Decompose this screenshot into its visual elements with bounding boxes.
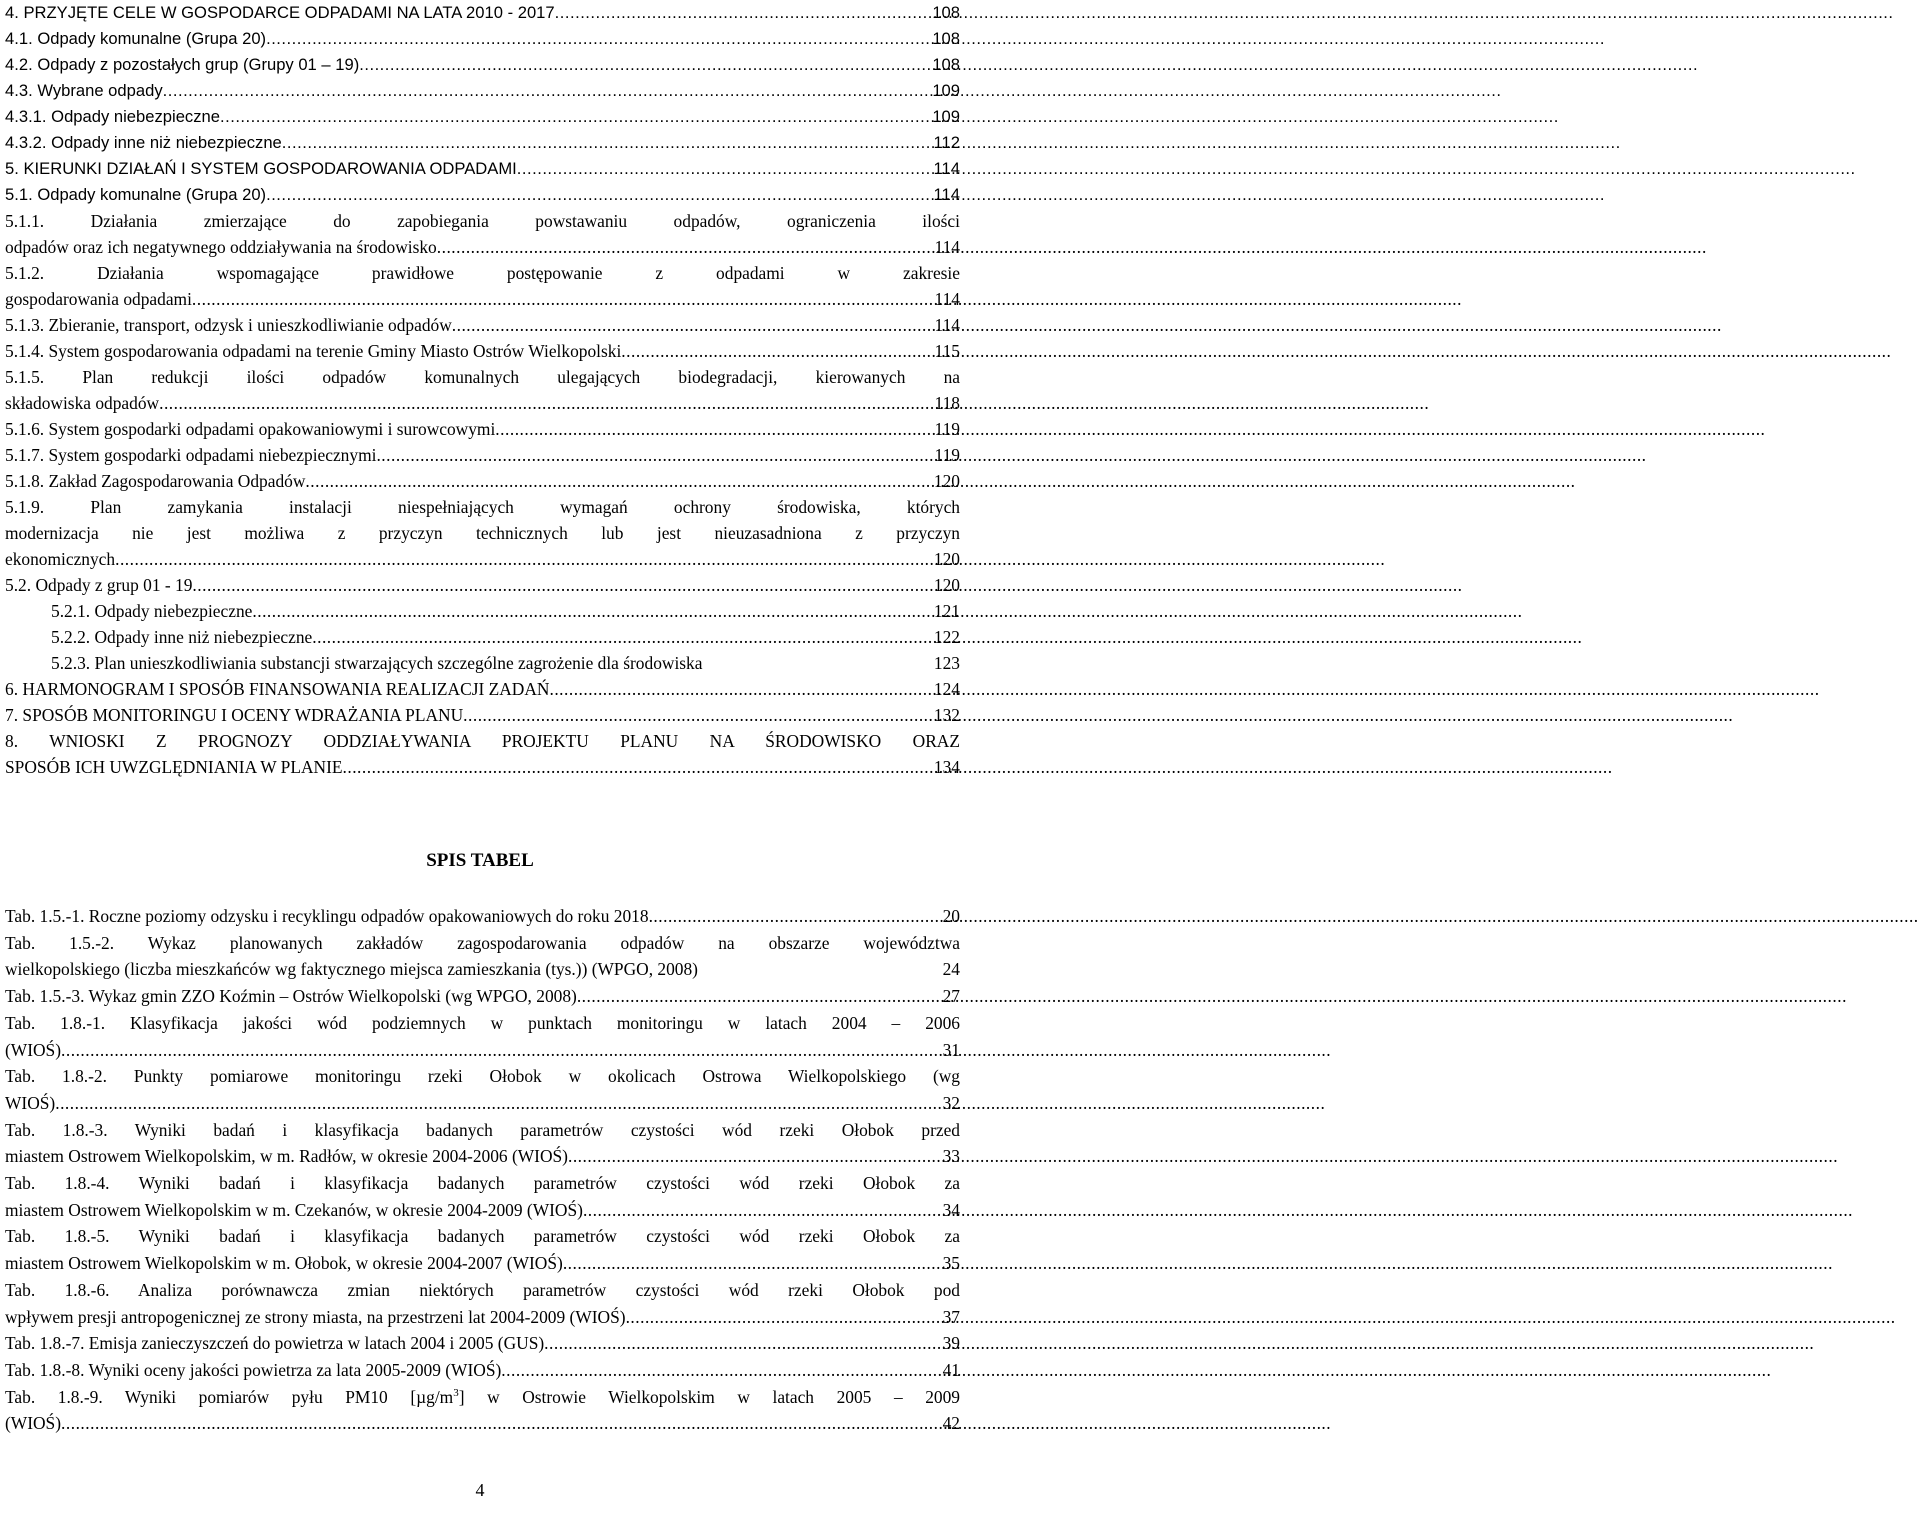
toc-line: [5, 156, 960, 182]
entry-number: 5.2.3.: [51, 653, 91, 673]
entry-text: [5, 983, 577, 1010]
toc-line: [5, 416, 960, 442]
toc-line: [5, 1090, 960, 1117]
list-of-tables: [5, 903, 960, 1437]
toc-entry: [5, 468, 960, 494]
entry-number: 5.2.2.: [51, 627, 91, 647]
table-line: [5, 1063, 960, 1090]
dot-leader: [159, 390, 933, 416]
entry-page: 132: [933, 705, 960, 725]
entry-text: Odpady komunalne (Grupa 20): [37, 29, 267, 48]
entry-number: 6.: [5, 679, 19, 699]
entry-text: składowiska odpadów: [5, 393, 160, 413]
entry-page: 119: [934, 445, 960, 465]
entry-text: [5, 156, 517, 182]
toc-entry: [5, 728, 960, 780]
entry-page: 108: [932, 3, 960, 22]
entry-page: 120: [933, 549, 960, 569]
entry-page: 123: [933, 653, 960, 673]
entry-text: ekonomicznych: [5, 549, 116, 569]
entry-page: 115: [934, 341, 960, 361]
entry-page: 24: [942, 959, 960, 980]
entry-number: 5.1.7.: [5, 445, 45, 465]
entry-page: 112: [933, 133, 960, 152]
entry-number: 5.1.9.: [5, 497, 45, 517]
entry-text: System gospodarki odpadami niebezpiecznymi: [48, 445, 377, 465]
dot-leader: [266, 182, 932, 208]
toc-line: [5, 0, 960, 26]
entry-number: 4.3.2.: [5, 133, 47, 152]
entry-text: [5, 1330, 544, 1357]
table-line: [5, 1277, 960, 1304]
entry-text: Odpady niebezpieczne: [51, 107, 220, 126]
entry-text: (WIOŚ): [5, 1413, 62, 1434]
entry-text: Tab. 1.5.-1. Roczne poziomy odzysku i recyklingu odpadów opakowaniowych do roku 2018: [5, 906, 649, 926]
entry-text: wpływem presji antropogenicznej ze strony miasta, na przestrzeni lat 2004-2009 (WIOŚ): [5, 1306, 626, 1327]
entry-text: System gospodarki odpadami opakowaniowymi i surowcowymi: [48, 419, 496, 439]
entry-page: 121: [933, 601, 960, 621]
table-entry: [5, 983, 960, 1010]
toc-line: [5, 983, 960, 1010]
toc-line: [5, 956, 960, 983]
entry-text: Tab. 1.5.-3. Wykaz gmin ZZO Koźmin – Ostrów Wielkopolski (wg WPGO, 2008): [5, 986, 577, 1007]
dot-leader: [495, 416, 933, 442]
entry-number: 4.: [5, 3, 19, 22]
toc-line: [5, 390, 960, 416]
toc-entry: [5, 104, 960, 130]
dot-leader: [220, 104, 931, 130]
toc-line: [5, 1143, 960, 1170]
entry-text: Działania zmierzające do zapobiegania powstawaniu odpadów, ograniczenia ilości: [90, 211, 960, 231]
toc-line: [5, 702, 960, 728]
toc-entry: [5, 572, 960, 598]
entry-text: System gospodarowania odpadami na terenie Gminy Miasto Ostrów Wielkopolski: [48, 341, 622, 361]
dot-leader: [305, 468, 932, 494]
entry-text: SPOSÓB ICH UWZGLĘDNIANIA W PLANIE: [5, 757, 343, 777]
dot-leader: [163, 78, 932, 104]
superscript: 3: [453, 1386, 459, 1399]
entry-number: 4.2.: [5, 55, 33, 74]
entry-page: 114: [934, 237, 960, 257]
toc-line: [5, 650, 960, 676]
table-of-contents: [5, 0, 960, 780]
toc-entry: [5, 260, 960, 312]
toc-entry: [5, 442, 960, 468]
entry-text: miastem Ostrowem Wielkopolskim w m. Czekanów, w okresie 2004-2009 (WIOŚ): [5, 1199, 583, 1220]
entry-page: 114: [933, 185, 960, 204]
entry-text: Tab. 1.5.-2. Wykaz planowanych zakładów zagospodarowania odpadów na obszarze województwa: [5, 932, 960, 953]
toc-entry: [5, 650, 960, 676]
entry-text: SPOSÓB MONITORINGU I OCENY WDRAŻANIA PLANU: [22, 705, 464, 725]
dot-leader: [463, 702, 933, 728]
entry-text: Odpady komunalne (Grupa 20): [37, 185, 267, 204]
entry-text: [5, 130, 282, 156]
entry-text: [5, 52, 359, 78]
dot-leader: [549, 676, 932, 702]
toc-entry: [5, 624, 960, 650]
entry-number: 4.3.: [5, 81, 33, 100]
toc-line: [5, 546, 960, 572]
entry-text: [5, 26, 266, 52]
entry-page: 114: [933, 159, 960, 178]
entry-text: Plan unieszkodliwiania substancji stwarzających szczególne zagrożenie dla środowiska: [94, 653, 703, 673]
toc-line: [5, 903, 960, 930]
toc-line: [5, 312, 960, 338]
entry-text: ] w Ostrowie Wielkopolskim w latach 2005 – 2009: [458, 1386, 960, 1407]
entry-text: [51, 624, 312, 650]
toc-line: [5, 468, 960, 494]
entry-page: 20: [942, 906, 960, 926]
table-line: [5, 1223, 960, 1250]
toc-entry: [5, 312, 960, 338]
toc-line: [5, 728, 960, 754]
entry-number: 5.1.2.: [5, 263, 45, 283]
dot-leader: [359, 52, 931, 78]
toc-line: [5, 182, 960, 208]
entry-text: Odpady inne niż niebezpieczne: [51, 133, 282, 152]
toc-line: [5, 26, 960, 52]
entry-page: 108: [932, 55, 960, 74]
entry-text: Tab. 1.8.-5. Wyniki badań i klasyfikacja badanych parametrów czystości wód rzeki Ołobok za: [5, 1226, 960, 1247]
toc-line: [5, 208, 960, 234]
dot-leader: [252, 598, 933, 624]
entry-page: 39: [942, 1333, 960, 1354]
entry-text: [5, 338, 621, 364]
entry-page: 118: [934, 393, 960, 413]
dot-leader: [61, 1410, 942, 1437]
entry-number: 4.1.: [5, 29, 33, 48]
dot-leader: [343, 754, 933, 780]
entry-page: 33: [942, 1146, 960, 1167]
entry-text: miastem Ostrowem Wielkopolskim, w m. Radłów, w okresie 2004-2006 (WIOŚ): [5, 1146, 568, 1167]
table-entry: [5, 1330, 960, 1357]
entry-text: [5, 104, 220, 130]
entry-page: 35: [942, 1253, 960, 1274]
toc-entry: [5, 338, 960, 364]
toc-line: [5, 1197, 960, 1224]
dot-leader: [266, 26, 931, 52]
toc-line: [5, 1304, 960, 1331]
table-entry: [5, 1170, 960, 1223]
dot-leader: [568, 1143, 942, 1170]
toc-line: [5, 130, 960, 156]
entry-text: modernizacja nie jest możliwa z przyczyn technicznych lub jest nieuzasadniona z przyczyn: [5, 523, 960, 543]
entry-text: Odpady z grup 01 - 19: [35, 575, 193, 595]
dot-leader: [437, 234, 934, 260]
entry-text: Tab. 1.8.-7. Emisja zanieczyszczeń do powietrza w latach 2004 i 2005 (GUS): [5, 1333, 545, 1354]
tables-heading: SPIS TABEL: [426, 850, 534, 871]
entry-text: Zakład Zagospodarowania Odpadów: [48, 471, 306, 491]
entry-page: 120: [933, 471, 960, 491]
entry-text: PRZYJĘTE CELE W GOSPODARCE ODPADAMI NA LATA 2010 - 2017: [23, 3, 555, 22]
table-entry: [5, 1384, 960, 1437]
entry-text: Plan redukcji ilości odpadów komunalnych ulegających biodegradacji, kierowanych na: [82, 367, 960, 387]
entry-page: 134: [933, 757, 960, 777]
toc-line: [5, 1250, 960, 1277]
entry-number: 5.1.: [5, 185, 33, 204]
entry-text: Tab. 1.8.-6. Analiza porównawcza zmian niektórych parametrów czystości wód rzeki Ołobok pod: [5, 1279, 960, 1300]
entry-page: 109: [932, 81, 960, 100]
entry-number: 5.2.1.: [51, 601, 91, 621]
entry-page: 41: [942, 1359, 960, 1380]
entry-number: 4.3.1.: [5, 107, 47, 126]
dot-leader: [192, 286, 934, 312]
toc-entry: [5, 26, 960, 52]
entry-text: Tab. 1.8.-3. Wyniki badań i klasyfikacja badanych parametrów czystości wód rzeki Ołobok przed: [5, 1119, 960, 1140]
entry-number: 5.1.6.: [5, 419, 45, 439]
dot-leader: [282, 130, 933, 156]
entry-text: [51, 650, 702, 676]
toc-entry: [5, 182, 960, 208]
dot-leader: [192, 572, 932, 598]
entry-text: [5, 416, 495, 442]
entry-text: WNIOSKI Z PROGNOZY ODDZIAŁYWANIA PROJEKTU PLANU NA ŚRODOWISKO ORAZ: [49, 731, 960, 751]
entry-number: 5.1.8.: [5, 471, 45, 491]
toc-line: [5, 442, 960, 468]
toc-line: [5, 260, 960, 286]
entry-text: wielkopolskiego (liczba mieszkańców wg faktycznego miejsca zamieszkania (tys.)) (WPGO, 2008): [5, 959, 698, 980]
table-entry: [5, 1117, 960, 1170]
dot-leader: [649, 903, 942, 930]
entry-page: 34: [942, 1199, 960, 1220]
entry-text: [5, 572, 192, 598]
entry-number: 5.1.4.: [5, 341, 45, 361]
toc-line: [5, 338, 960, 364]
entry-text: Tab. 1.8.-9. Wyniki pomiarów pyłu PM10 [µg/m: [5, 1386, 454, 1407]
page-number: 4: [475, 1480, 485, 1500]
entry-text: HARMONOGRAM I SPOSÓB FINANSOWANIA REALIZACJI ZADAŃ: [22, 679, 550, 699]
entry-text: Tab. 1.8.-1. Klasyfikacja jakości wód podziemnych w punktach monitoringu w latach 2004 – 2006: [5, 1012, 960, 1033]
dot-leader: [517, 156, 933, 182]
toc-entry: [5, 416, 960, 442]
toc-entry: [5, 676, 960, 702]
entry-text: [5, 676, 549, 702]
entry-page: 42: [942, 1413, 960, 1434]
dot-leader: [501, 1357, 941, 1384]
dot-leader: [621, 338, 933, 364]
dot-leader: [376, 442, 933, 468]
toc-line: [5, 52, 960, 78]
toc-line: [5, 286, 960, 312]
toc-line: [5, 520, 960, 546]
toc-entry: [5, 78, 960, 104]
entry-page: 27: [942, 986, 960, 1007]
entry-text: [5, 1357, 501, 1384]
entry-number: 5.1.1.: [5, 211, 45, 231]
toc-entry: [5, 702, 960, 728]
entry-text: [5, 0, 555, 26]
toc-line: [5, 78, 960, 104]
table-entry: [5, 1277, 960, 1330]
toc-line: [5, 754, 960, 780]
entry-text: [5, 903, 649, 930]
entry-page: 119: [934, 419, 960, 439]
dot-leader: [577, 983, 942, 1010]
dot-leader: [55, 1090, 941, 1117]
table-line: [5, 930, 960, 957]
entry-number: 5.: [5, 159, 19, 178]
entry-text: Działania wspomagające prawidłowe postępowanie z odpadami w zakresie: [97, 263, 960, 283]
entry-page: 108: [932, 29, 960, 48]
table-entry: [5, 930, 960, 983]
table-line: [5, 1117, 960, 1144]
entry-text: [5, 468, 305, 494]
entry-text: [5, 78, 163, 104]
entry-text: [51, 598, 252, 624]
toc-entry: [5, 0, 960, 26]
toc-line: [5, 624, 960, 650]
dot-leader: [544, 1330, 941, 1357]
toc-line: [5, 1330, 960, 1357]
entry-text: (WIOŚ): [5, 1039, 62, 1060]
table-line: [5, 1170, 960, 1197]
dot-leader: [115, 546, 933, 572]
entry-page: 109: [932, 107, 960, 126]
entry-text: Odpady inne niż niebezpieczne: [94, 627, 313, 647]
dot-leader: [312, 624, 933, 650]
table-entry: [5, 1357, 960, 1384]
toc-line: [5, 1037, 960, 1064]
table-entry: [5, 903, 960, 930]
entry-number: 5.1.5.: [5, 367, 45, 387]
entry-number: 8.: [5, 731, 19, 751]
toc-line: [5, 572, 960, 598]
entry-text: Odpady niebezpieczne: [94, 601, 253, 621]
toc-line: [5, 676, 960, 702]
entry-text: [5, 182, 266, 208]
toc-line: [5, 494, 960, 520]
table-entry: [5, 1063, 960, 1116]
toc-line: [5, 598, 960, 624]
dot-leader: [563, 1250, 942, 1277]
dot-leader: [61, 1037, 942, 1064]
toc-entry: [5, 364, 960, 416]
toc-entry: [5, 130, 960, 156]
entry-text: [5, 702, 463, 728]
entry-text: miastem Ostrowem Wielkopolskim w m. Ołobok, w okresie 2004-2007 (WIOŚ): [5, 1253, 563, 1274]
entry-number: 5.2.: [5, 575, 32, 595]
entry-page: 114: [934, 315, 960, 335]
dot-leader: [626, 1304, 942, 1331]
toc-entry: [5, 494, 960, 572]
entry-text: KIERUNKI DZIAŁAŃ I SYSTEM GOSPODAROWANIA ODPADAMI: [23, 159, 517, 178]
entry-page: 32: [942, 1092, 960, 1113]
entry-text: [5, 442, 376, 468]
entry-text: Plan zamykania instalacji niespełniających wymagań ochrony środowiska, których: [90, 497, 960, 517]
toc-entry: [5, 52, 960, 78]
entry-page: 124: [933, 679, 960, 699]
toc-entry: [5, 598, 960, 624]
toc-line: [5, 1357, 960, 1384]
entry-text: [5, 312, 452, 338]
entry-text: Odpady z pozostałych grup (Grupy 01 – 19): [37, 55, 360, 74]
entry-text: odpadów oraz ich negatywnego oddziaływania na środowisko: [5, 237, 437, 257]
dot-leader: [555, 0, 932, 26]
toc-line: [5, 104, 960, 130]
table-line: [5, 1384, 960, 1411]
entry-page: 114: [934, 289, 960, 309]
entry-text: gospodarowania odpadami: [5, 289, 192, 309]
entry-page: 37: [942, 1306, 960, 1327]
toc-line: [5, 364, 960, 390]
toc-entry: [5, 208, 960, 260]
entry-text: Tab. 1.8.-2. Punkty pomiarowe monitoringu rzeki Ołobok w okolicach Ostrowa Wielkopolskiego (wg: [5, 1066, 960, 1087]
entry-text: Wybrane odpady: [37, 81, 163, 100]
dot-leader: [583, 1197, 942, 1224]
entry-text: Tab. 1.8.-8. Wyniki oceny jakości powietrza za lata 2005-2009 (WIOŚ): [5, 1359, 502, 1380]
toc-line: [5, 234, 960, 260]
entry-number: 7.: [5, 705, 19, 725]
toc-entry: [5, 156, 960, 182]
toc-line: [5, 1410, 960, 1437]
table-entry: [5, 1223, 960, 1276]
entry-page: 120: [933, 575, 960, 595]
entry-text: Zbieranie, transport, odzysk i unieszkodliwianie odpadów: [48, 315, 452, 335]
entry-page: 31: [942, 1039, 960, 1060]
entry-number: 5.1.3.: [5, 315, 45, 335]
table-line: [5, 1010, 960, 1037]
dot-leader: [452, 312, 934, 338]
entry-text: Tab. 1.8.-4. Wyniki badań i klasyfikacja badanych parametrów czystości wód rzeki Ołobok za: [5, 1173, 960, 1194]
entry-page: 122: [933, 627, 960, 647]
table-entry: [5, 1010, 960, 1063]
entry-text: WIOŚ): [5, 1092, 56, 1113]
